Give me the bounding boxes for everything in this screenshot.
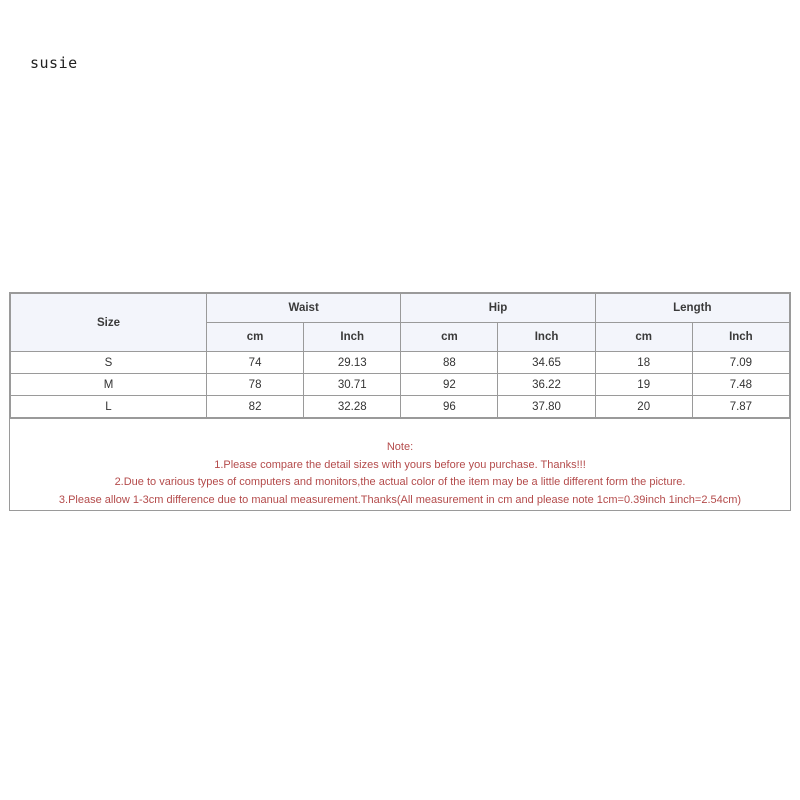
unit-header: cm: [595, 323, 692, 352]
unit-header: cm: [207, 323, 304, 352]
length-column-header: Length: [595, 294, 789, 323]
value-cell: 92: [401, 374, 498, 396]
size-table: [10, 293, 790, 418]
value-cell: 36.22: [498, 374, 595, 396]
table-row: [11, 352, 790, 374]
value-cell: 7.48: [692, 374, 789, 396]
value-cell: 96: [401, 396, 498, 418]
size-cell: S: [11, 352, 207, 374]
value-cell: 82: [207, 396, 304, 418]
note-line: 1.Please compare the detail sizes with yours before you purchase. Thanks!!!: [214, 458, 586, 471]
unit-header: Inch: [692, 323, 789, 352]
value-cell: 88: [401, 352, 498, 374]
value-cell: 18: [595, 352, 692, 374]
watermark-text: susie: [30, 54, 78, 72]
value-cell: 20: [595, 396, 692, 418]
size-cell: M: [11, 374, 207, 396]
value-cell: 29.13: [304, 352, 401, 374]
value-cell: 34.65: [498, 352, 595, 374]
value-cell: 78: [207, 374, 304, 396]
size-cell: L: [11, 396, 207, 418]
table-row: [11, 374, 790, 396]
value-cell: 74: [207, 352, 304, 374]
note-line: 3.Please allow 1-3cm difference due to manual measurement.Thanks(All measurement in cm and please note 1cm=0.39inch 1inch=2.54cm): [58, 493, 742, 506]
value-cell: 30.71: [304, 374, 401, 396]
unit-header: Inch: [498, 323, 595, 352]
hip-column-header: Hip: [401, 294, 595, 323]
unit-header: cm: [401, 323, 498, 352]
size-chart: [9, 292, 791, 511]
size-column-header: Size: [11, 294, 207, 352]
waist-column-header: Waist: [207, 294, 401, 323]
value-cell: 32.28: [304, 396, 401, 418]
unit-header: Inch: [304, 323, 401, 352]
table-row: [11, 396, 790, 418]
value-cell: 19: [595, 374, 692, 396]
value-cell: 7.87: [692, 396, 789, 418]
value-cell: 37.80: [498, 396, 595, 418]
value-cell: 7.09: [692, 352, 789, 374]
notes-title: Note:: [386, 441, 414, 453]
note-line: 2.Due to various types of computers and monitors,the actual color of the item may be a little different form the picture.: [114, 476, 686, 488]
notes-section: [10, 418, 790, 510]
